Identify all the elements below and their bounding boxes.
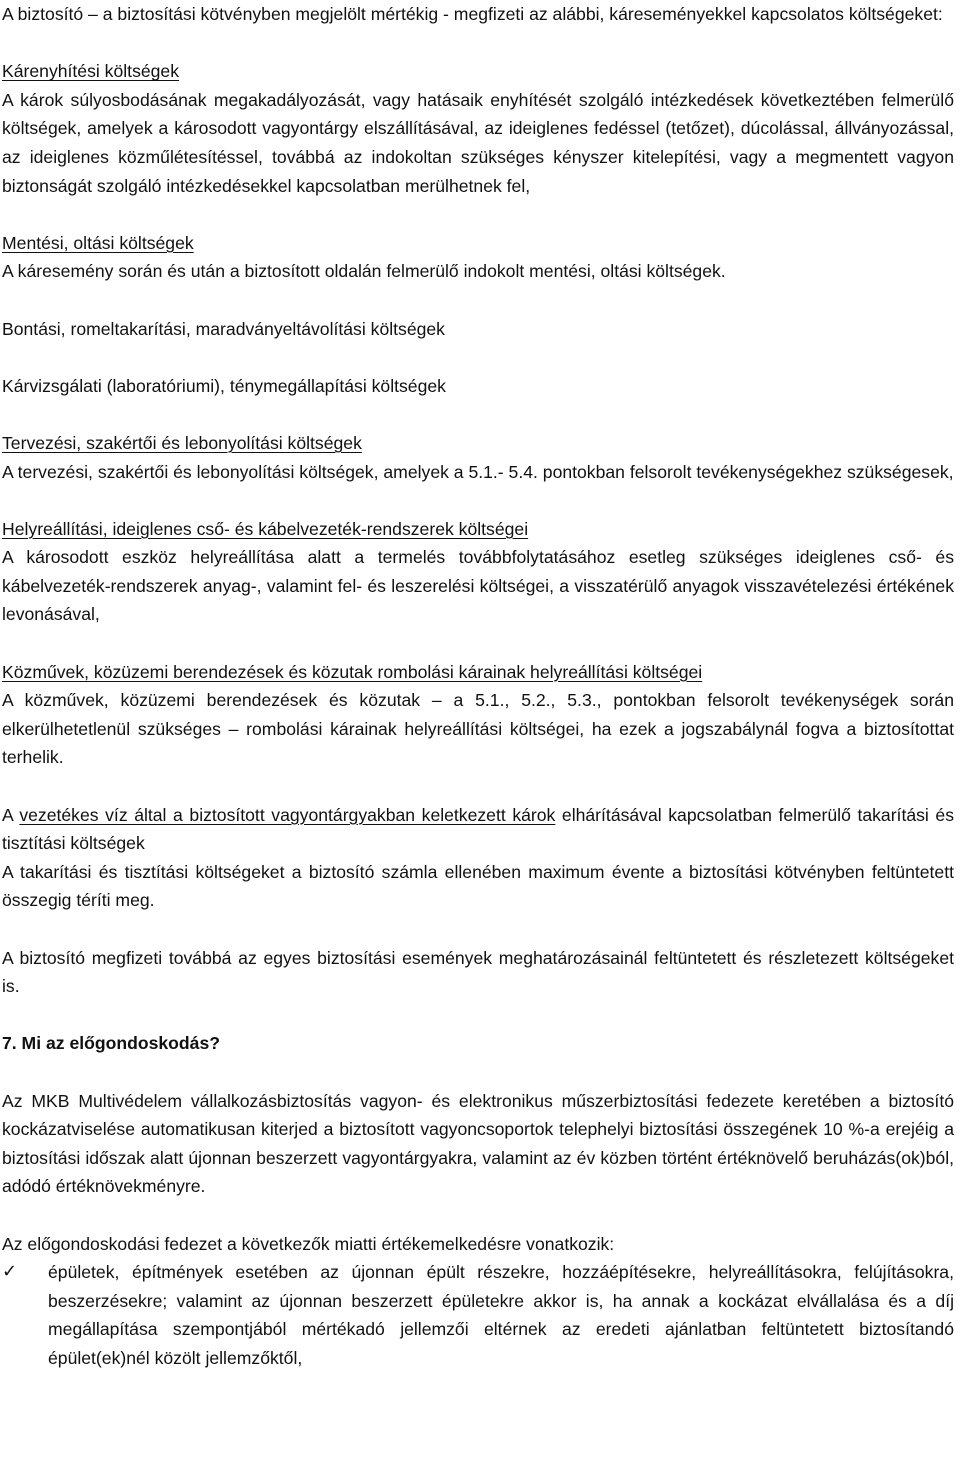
section-7-paragraph-2: Az előgondoskodási fedezet a következők miatti értékemelkedésre vonatkozik: [2, 1233, 615, 1254]
section-heading-karenyhitesi: Kárenyhítési költségek [2, 61, 180, 82]
section-body-helyreallitasi: A károsodott eszköz helyreállítása alatt a termelés továbbfolytatásához esetleg szükséges ideiglenes cső- és kábelvezeték-rendszerek anyag-, valamint fel- és leszerelési költségei, a visszatérülő anyagok visszavételezési értékének levonásával, [2, 547, 954, 625]
section-plain-bontasi: Bontási, romeltakarítási, maradványeltávolítási költségek [2, 318, 445, 339]
water-heading-prefix: A [2, 804, 20, 825]
list-item [2, 1258, 954, 1372]
section-body-tervezesi: A tervezési, szakértői és lebonyolítási költségek, amelyek a 5.1.- 5.4. pontokban felsorolt tevékenységekhez szükségesek, [2, 461, 954, 482]
section-plain-karvizsgalati: Kárvizsgálati (laboratóriumi), ténymegállapítási költségek [2, 375, 446, 396]
water-body: A takarítási és tisztítási költségeket a biztosító számla ellenében maximum évente a biztosítási kötvényben feltüntetett összegig téríti meg. [2, 861, 954, 911]
bullet-text: épületek, építmények esetében az újonnan épült részekre, hozzáépítésekre, helyreállításokra, felújításokra, beszerzésekre; valamint az újonnan beszerzett épületekre akkor is, ha annak a kockázat elvállalása és a díj megállapítása szempontjából mértékadó jellemzői eltérnek az eredeti ajánlatban feltüntetett biztosítandó épület(ek)nél közölt jellemzőktől, [48, 1262, 954, 1368]
section-heading-mentesi: Mentési, oltási költségek [2, 232, 194, 253]
water-heading-suffix: elhárításával kapcsolatban felmerülő takarítási és tisztítási költségek [2, 804, 954, 854]
water-heading [2, 801, 954, 858]
section-body-kozmuvek: A közművek, közüzemi berendezések és közutak – a 5.1., 5.2., 5.3., pontokban felsorolt tevékenységek során elkerülhetetlenül szükséges – rombolási kárainak helyreállítási költségei, ha ezek a jogszabálynál fogva a biztosítottat terhelik. [2, 690, 954, 768]
section-heading-helyreallitasi: Helyreállítási, ideiglenes cső- és kábelvezeték-rendszerek költségei [2, 518, 529, 539]
water-heading-underlined: vezetékes víz által a biztosított vagyontárgyakban keletkezett károk [19, 804, 556, 825]
closing-paragraph: A biztosító megfizeti továbbá az egyes biztosítási események meghatározásainál feltüntetett és részletezett költségeket is. [2, 947, 954, 997]
intro-paragraph: A biztosító – a biztosítási kötvényben megjelölt mértékig - megfizeti az alábbi, káreseményekkel kapcsolatos költségeket: [2, 4, 943, 24]
check-icon: ✓ [2, 1261, 18, 1283]
section-heading-tervezesi: Tervezési, szakértői és lebonyolítási költségek [2, 432, 362, 453]
section-7-title: 7. Mi az előgondoskodás? [2, 1033, 220, 1054]
section-heading-kozmuvek: Közművek, közüzemi berendezések és közutak rombolási kárainak helyreállítási költségei [2, 661, 703, 682]
section-body-karenyhitesi: A károk súlyosbodásának megakadályozását, vagy hatásaik enyhítését szolgáló intézkedések következtében felmerülő költségek, amelyek a károsodott vagyontárgy elszállításával, az ideiglenes fedéssel (tetőzet), dúcolással, állványozással, az ideiglenes közműlétesítéssel, továbbá az indokoltan szükséges kényszer kitelepítési, vagy a megmentett vagyon biztonságát szolgáló intézkedésekkel kapcsolatban merülhetnek fel, [2, 89, 954, 196]
section-body-mentesi: A káresemény során és után a biztosított oldalán felmerülő indokolt mentési, oltási költségek. [2, 261, 726, 282]
section-7-paragraph-1: Az MKB Multivédelem vállalkozásbiztosítás vagyon- és elektronikus műszerbiztosítási fedezete keretében a biztosító kockázatviselése automatikusan kiterjed a biztosított vagyoncsoportok telephelyi biztosítási összegének 10 %-a erejéig a biztosítási időszak alatt újonnan beszerzett vagyontárgyakra, valamint az év közben történt értéknövelő beruházás(ok)ból, adódó értéknövekményre. [2, 1090, 954, 1197]
